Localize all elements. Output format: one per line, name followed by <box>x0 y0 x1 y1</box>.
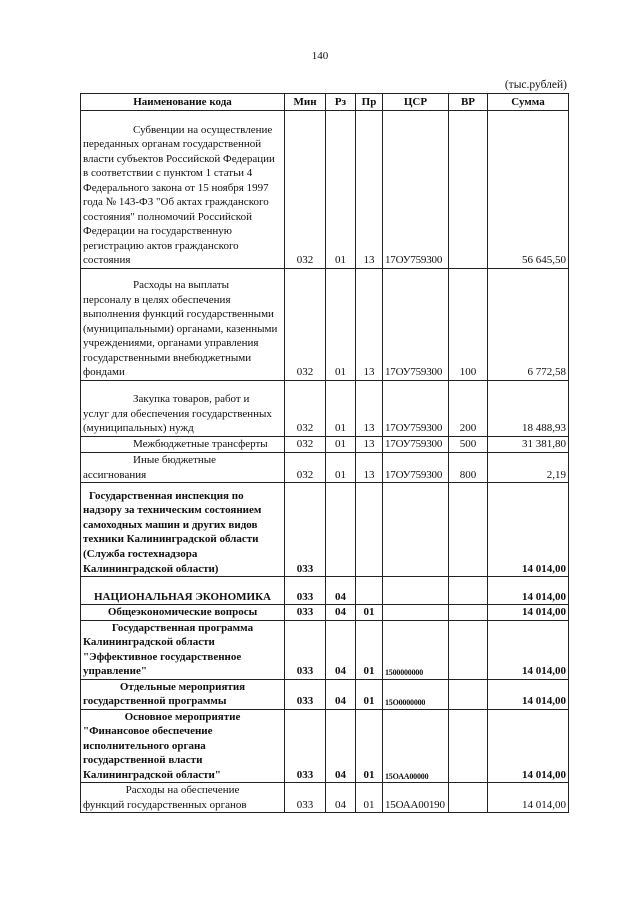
header-pr: Пр <box>356 94 383 111</box>
cell-min: 033 <box>285 620 326 679</box>
cell-vr: 800 <box>449 453 488 483</box>
cell-name-line: регистрацию актов гражданского <box>83 239 239 252</box>
cell-csr: 17ОУ759300 <box>383 453 449 483</box>
cell-min: 032 <box>285 269 326 381</box>
cell-pr: 01 <box>356 709 383 783</box>
table-row <box>81 269 569 381</box>
cell-min: 032 <box>285 111 326 269</box>
cell-vr <box>449 605 488 621</box>
cell-sum: 14 014,00 <box>488 620 569 679</box>
cell-pr: 13 <box>356 437 383 453</box>
table-row <box>81 453 569 483</box>
cell-sum: 14 014,00 <box>488 783 569 813</box>
table-row <box>81 605 569 621</box>
cell-sum: 56 645,50 <box>488 111 569 269</box>
cell-name-line: Расходы на выплаты <box>133 279 230 292</box>
cell-vr <box>449 709 488 783</box>
cell-sum: 31 381,80 <box>488 437 569 453</box>
cell-csr <box>383 577 449 605</box>
cell-rz: 01 <box>326 269 356 381</box>
cell-sum: 18 488,93 <box>488 381 569 437</box>
cell-name-line: персоналу в целях обеспечения <box>83 293 231 306</box>
cell-vr <box>449 483 488 577</box>
cell-name-line: Субвенции на осуществление <box>133 123 273 136</box>
cell-sum: 14 014,00 <box>488 679 569 709</box>
cell-vr <box>449 783 488 813</box>
cell-min: 033 <box>285 577 326 605</box>
cell-name-line: Государственная программа <box>111 621 254 634</box>
cell-min: 032 <box>285 453 326 483</box>
cell-rz: 01 <box>326 453 356 483</box>
cell-name-line: Федерации на государственную <box>83 225 232 238</box>
cell-name-line: года № 143-ФЗ "Об актах гражданского <box>83 196 269 209</box>
cell-csr: 17ОУ759300 <box>383 269 449 381</box>
cell-pr: 13 <box>356 111 383 269</box>
cell-vr: 200 <box>449 381 488 437</box>
header-rz: Рз <box>326 94 356 111</box>
cell-name-line: Калининградской области" <box>83 768 221 781</box>
cell-sum: 14 014,00 <box>488 709 569 783</box>
cell-name-line: техники Калининградской области <box>83 533 259 546</box>
cell-rz <box>326 483 356 577</box>
cell-csr: 17ОУ759300 <box>383 381 449 437</box>
cell-name-line: выполнения функций государственными <box>83 308 274 321</box>
table-row <box>81 620 569 679</box>
cell-name-line: функций государственных органов <box>83 798 247 811</box>
cell-min: 033 <box>285 783 326 813</box>
cell-name <box>81 620 285 679</box>
cell-name <box>81 577 285 605</box>
cell-name-line: Отдельные мероприятия <box>119 680 246 693</box>
cell-name-line: Государственная инспекция по <box>89 489 244 502</box>
cell-name-line: состояния <box>83 254 131 267</box>
cell-name-line: ассигнования <box>83 468 147 481</box>
cell-name-line: переданных органам государственной <box>83 138 262 151</box>
cell-sum: 14 014,00 <box>488 483 569 577</box>
cell-sum: 14 014,00 <box>488 577 569 605</box>
header-vr: ВР <box>449 94 488 111</box>
cell-name <box>81 437 285 453</box>
cell-pr <box>356 483 383 577</box>
cell-name <box>81 605 285 621</box>
cell-name <box>81 709 285 783</box>
cell-name <box>81 679 285 709</box>
cell-name-line: управление" <box>83 665 147 678</box>
cell-name-line: фондами <box>83 366 125 379</box>
cell-name-line: Калининградской области) <box>83 562 219 575</box>
cell-name-line: Межбюджетные трансферты <box>133 438 268 451</box>
header-csr: ЦСР <box>383 94 449 111</box>
cell-vr <box>449 577 488 605</box>
cell-rz: 04 <box>326 679 356 709</box>
cell-pr: 13 <box>356 453 383 483</box>
cell-name-line: Закупка товаров, работ и <box>133 393 250 406</box>
cell-rz: 01 <box>326 381 356 437</box>
cell-name <box>81 453 285 483</box>
cell-rz: 04 <box>326 709 356 783</box>
cell-rz: 04 <box>326 577 356 605</box>
cell-name-line: в соответствии с пунктом 1 статьи 4 <box>83 167 253 180</box>
cell-csr: 15О0000000 <box>383 679 449 709</box>
cell-sum: 6 772,58 <box>488 269 569 381</box>
cell-sum: 14 014,00 <box>488 605 569 621</box>
cell-min: 032 <box>285 437 326 453</box>
cell-pr: 13 <box>356 269 383 381</box>
cell-vr <box>449 620 488 679</box>
cell-min: 033 <box>285 679 326 709</box>
table-header-row <box>81 94 569 111</box>
cell-name-line: Основное мероприятие <box>124 710 241 723</box>
table-row <box>81 577 569 605</box>
cell-min: 033 <box>285 605 326 621</box>
header-sum: Сумма <box>488 94 569 111</box>
cell-csr <box>383 605 449 621</box>
cell-rz: 04 <box>326 620 356 679</box>
cell-rz: 04 <box>326 605 356 621</box>
units-label: (тыс.рублей) <box>504 79 567 91</box>
cell-name-line: Общеэкономические вопросы <box>107 606 258 619</box>
cell-name-line: Калининградской области <box>83 636 215 649</box>
header-name: Наименование кода <box>81 94 285 111</box>
cell-csr: 17ОУ759300 <box>383 111 449 269</box>
cell-csr <box>383 483 449 577</box>
table-row <box>81 709 569 783</box>
cell-sum: 2,19 <box>488 453 569 483</box>
cell-name-line: самоходных машин и других видов <box>83 518 258 531</box>
table-row <box>81 111 569 269</box>
cell-pr <box>356 577 383 605</box>
cell-name <box>81 483 285 577</box>
cell-name-line: услуг для обеспечения государственных <box>83 407 272 420</box>
cell-rz: 04 <box>326 783 356 813</box>
cell-name-line: государственными внебюджетными <box>83 351 252 364</box>
cell-rz: 01 <box>326 111 356 269</box>
cell-min: 032 <box>285 381 326 437</box>
cell-name-line: "Эффективное государственное <box>83 650 242 663</box>
cell-name-line: (муниципальными) органами, казенными <box>83 322 278 335</box>
cell-csr: 15ОАА00000 <box>383 709 449 783</box>
cell-name-line: учреждениями, органами управления <box>83 337 259 350</box>
cell-name-line: Федерального закона от 15 ноября 1997 <box>83 181 269 194</box>
cell-vr: 100 <box>449 269 488 381</box>
cell-vr: 500 <box>449 437 488 453</box>
cell-min: 033 <box>285 709 326 783</box>
cell-name-line: Иные бюджетные <box>133 454 217 466</box>
cell-name-line: (муниципальных) нужд <box>83 422 194 435</box>
table-row <box>81 783 569 813</box>
cell-pr: 01 <box>356 679 383 709</box>
header-min: Мин <box>285 94 326 111</box>
cell-name-line: "Финансовое обеспечение <box>83 725 213 738</box>
cell-name <box>81 783 285 813</box>
cell-rz: 01 <box>326 437 356 453</box>
cell-name-line: государственной программы <box>83 695 227 708</box>
cell-pr: 01 <box>356 620 383 679</box>
cell-name <box>81 111 285 269</box>
cell-name-line: состояния" полномочий Российской <box>83 210 252 223</box>
cell-name-line: государственной власти <box>83 754 203 767</box>
cell-vr <box>449 679 488 709</box>
table-row <box>81 381 569 437</box>
cell-name-line: НАЦИОНАЛЬНАЯ ЭКОНОМИКА <box>93 590 272 603</box>
cell-name-line: власти субъектов Российской Федерации <box>83 152 275 165</box>
cell-min: 033 <box>285 483 326 577</box>
cell-csr: 15ОАА00190 <box>383 783 449 813</box>
table-row <box>81 483 569 577</box>
page-number: 140 <box>311 50 329 62</box>
table-row <box>81 679 569 709</box>
cell-csr: 17ОУ759300 <box>383 437 449 453</box>
cell-name <box>81 269 285 381</box>
cell-pr: 13 <box>356 381 383 437</box>
cell-name-line: надзору за техническим состоянием <box>83 504 262 517</box>
budget-table <box>80 93 569 813</box>
cell-name <box>81 381 285 437</box>
cell-csr: 1500000000 <box>383 620 449 679</box>
cell-name-line: Расходы на обеспечение <box>125 784 240 797</box>
table-row <box>81 437 569 453</box>
cell-vr <box>449 111 488 269</box>
cell-pr: 01 <box>356 783 383 813</box>
cell-name-line: исполнительного органа <box>83 739 206 752</box>
cell-name-line: (Служба гостехнадзора <box>83 548 198 560</box>
cell-pr: 01 <box>356 605 383 621</box>
